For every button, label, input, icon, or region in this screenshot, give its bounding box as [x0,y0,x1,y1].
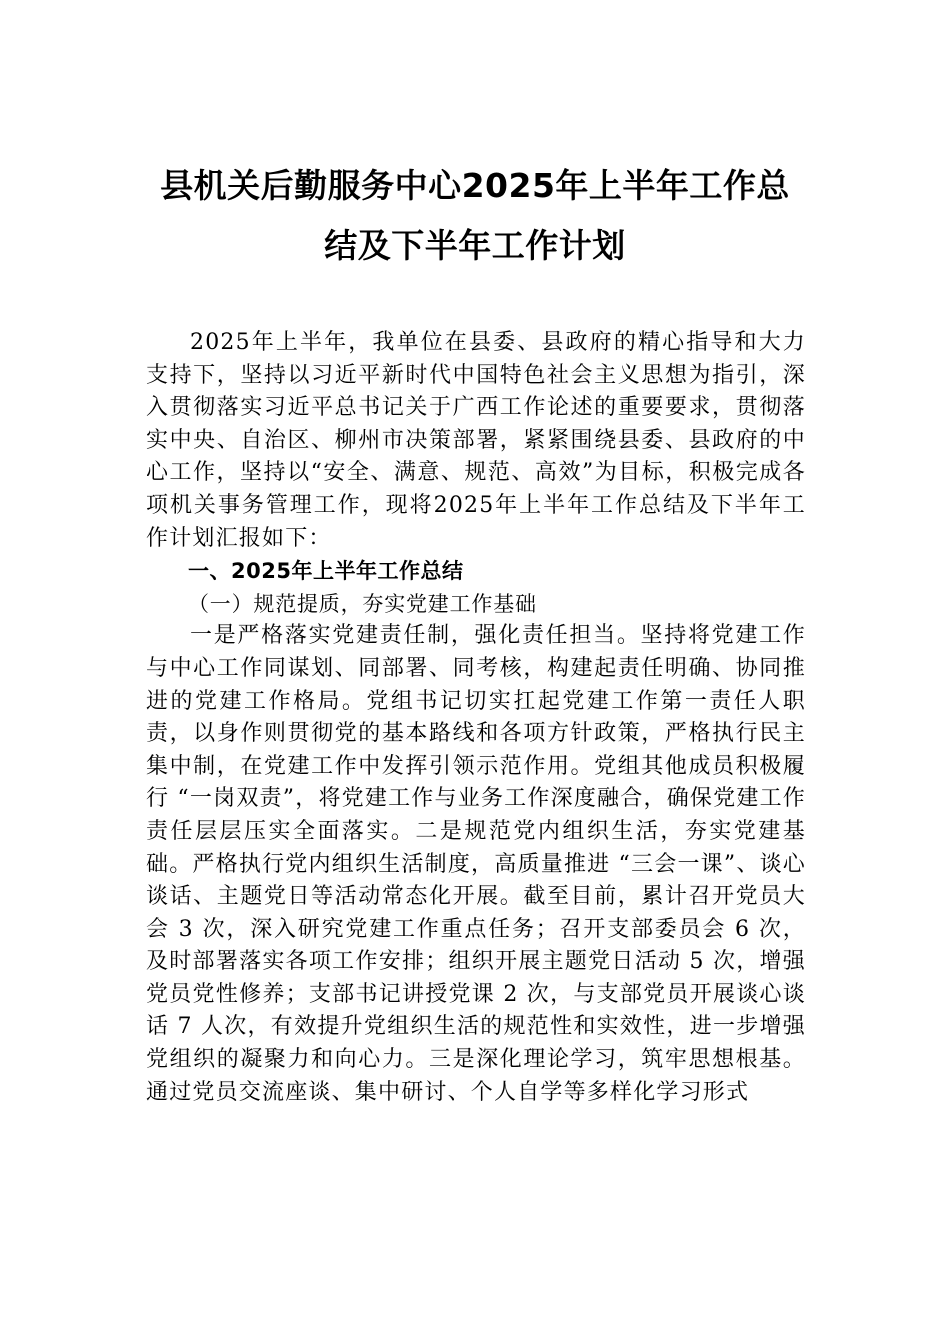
intro-paragraph: 2025年上半年，我单位在县委、县政府的精心指导和大力支持下，坚持以习近平新时代中国特色社会主义思想为指引，深入贯彻落实习近平总书记关于广西工作论述的重要要求，贯彻落实中央、自治区、柳州市决策部署，紧紧围绕县委、县政府的中心工作，坚持以“安全、满意、规范、高效”为目标，积极完成各项机关事务管理工作，现将2025年上半年工作总结及下半年工作计划汇报如下： [146,330,806,551]
subsection-heading: （一）规范提质，夯实党建工作基础 [188,591,537,616]
document-title-line-2: 结及下半年工作计划 [324,226,626,265]
document-body [146,327,806,1109]
section-heading: 一、2025年上半年工作总结 [188,559,464,584]
document-title-line-1: 县机关后勤服务中心2025年上半年工作总 [160,166,790,205]
body-paragraph: 一是严格落实党建责任制，强化责任担当。坚持将党建工作与中心工作同谋划、同部署、同考核，构建起责任明确、协同推进的党建工作格局。党组书记切实扛起党建工作第一责任人职责，以身作则贯彻党的基本路线和各项方针政策，严格执行民主集中制，在党建工作中发挥引领示范作用。党组其他成员积极履行 “一岗双责”，将党建工作与业务工作深度融合，确保党建工作责任层层压实全面落实。二是规范党内组织生活，夯实党建基础。严格执行党内组织生活制度，高质量推进 “三会一课”、谈心谈话、主题党日等活动常态化开展。截至目前，累计召开党员大会 3 次，深入研究党建工作重点任务；召开支部委员会 6 次，及时部署落实各项工作安排；组织开展主题党日活动 5 次，增强党员党性修养；支部书记讲授党课 2 次，与支部党员开展谈心谈话 7 人次，有效提升党组织生活的规范性和实效性，进一步增强党组织的凝聚力和向心力。三是深化理论学习，筑牢思想根基。通过党员交流座谈、集中研讨、个人自学等多样化学习形式 [146,623,806,1105]
